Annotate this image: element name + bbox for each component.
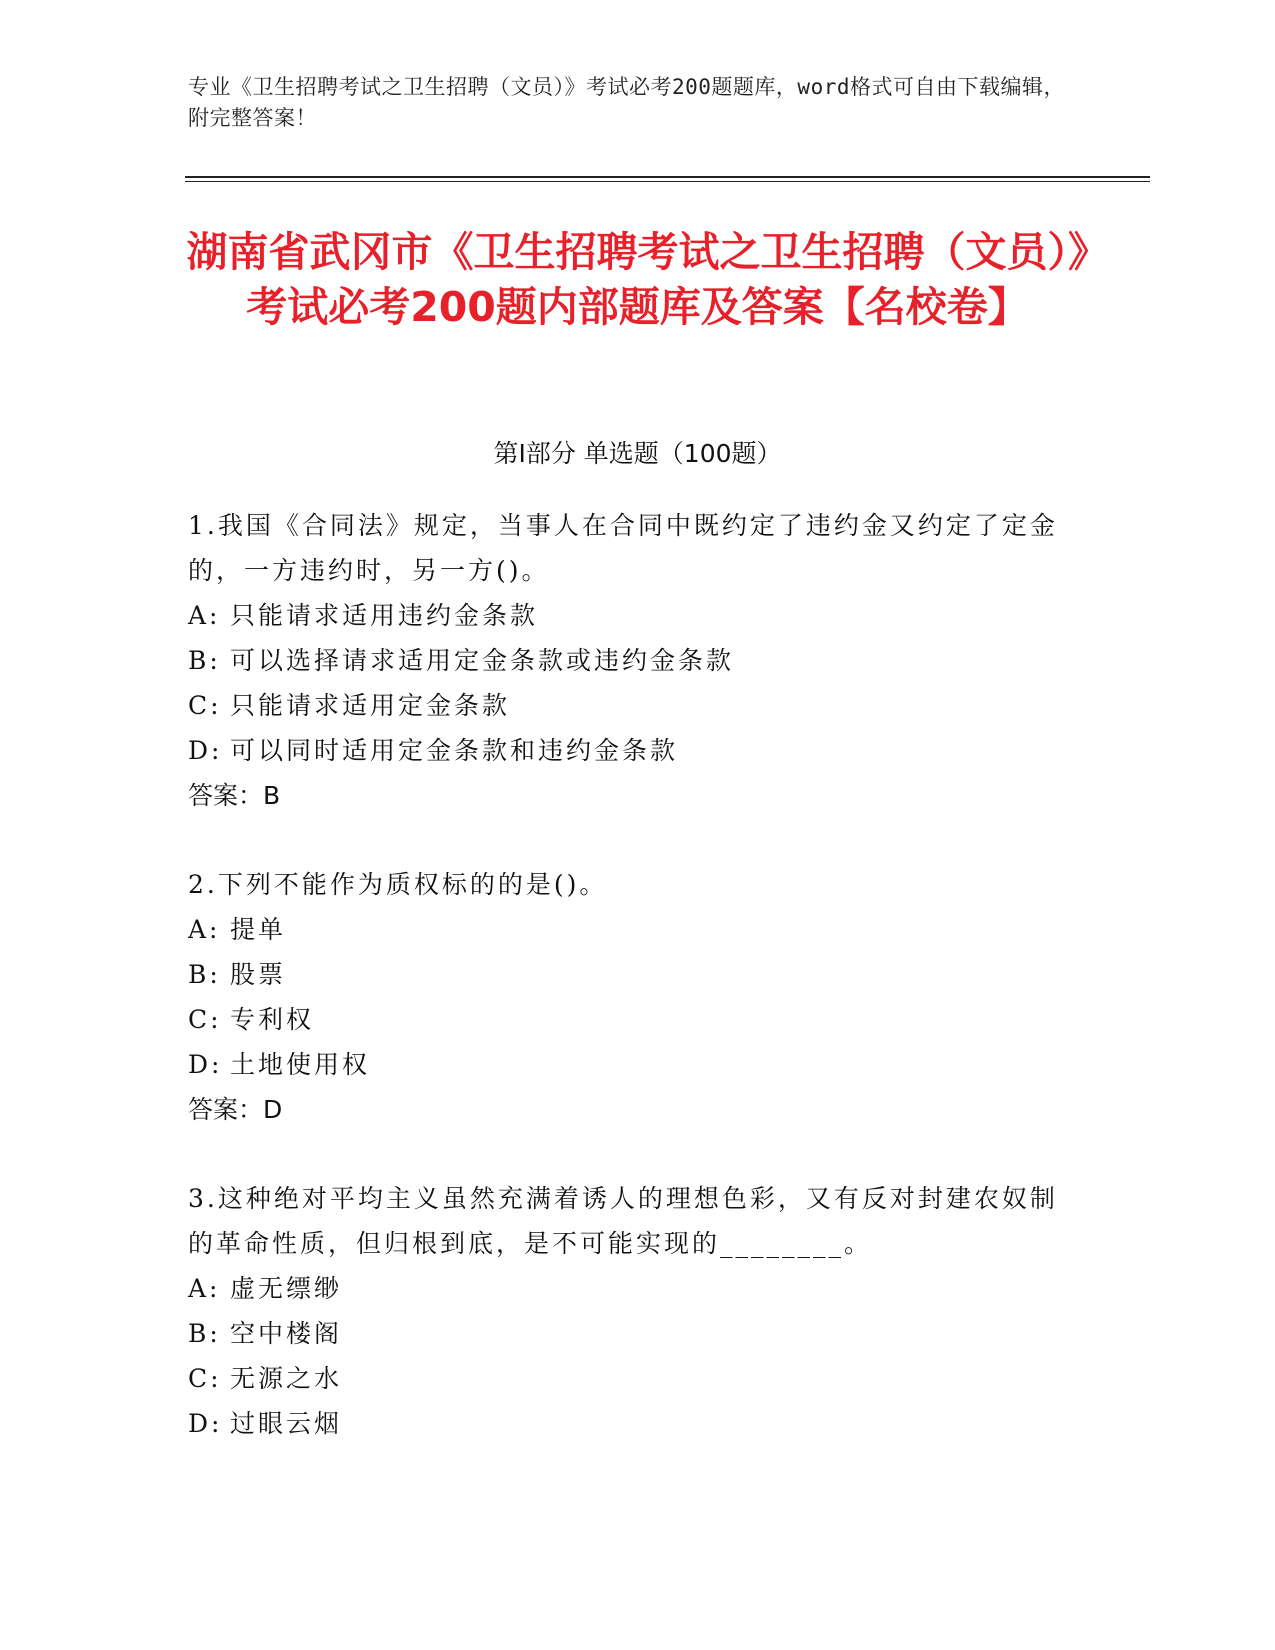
option-d (188, 1042, 1068, 1087)
option-text: 只能请求适用定金条款 (230, 691, 511, 720)
answer-line: 答案：B (188, 781, 281, 810)
question-stem: 1.我国《合同法》规定，当事人在合同中既约定了违约金又约定了定金的，一方违约时，另一方()。 (188, 511, 1058, 585)
option-key: B: (188, 1319, 221, 1348)
option-key: C: (188, 691, 222, 720)
option-text: 提单 (230, 915, 287, 944)
option-c (188, 997, 1068, 1042)
option-key: D: (188, 1050, 223, 1079)
option-b (188, 952, 1068, 997)
option-c (188, 1356, 1068, 1401)
option-b (188, 638, 1068, 683)
option-key: A: (188, 1274, 221, 1303)
option-text: 可以同时适用定金条款和违约金条款 (230, 736, 679, 765)
question-2 (188, 862, 1068, 1132)
option-c (188, 683, 1068, 728)
option-text: 可以选择请求适用定金条款或违约金条款 (230, 646, 735, 675)
option-key: C: (188, 1005, 222, 1034)
question-stem: 3.这种绝对平均主义虽然充满着诱人的理想色彩，又有反对封建农奴制的革命性质，但归根到底，是不可能实现的________。 (188, 1184, 1058, 1258)
option-key: D: (188, 736, 223, 765)
section-heading: 第I部分 单选题（100题） (493, 439, 782, 468)
option-text: 虚无缥缈 (230, 1274, 343, 1303)
option-key: A: (188, 601, 221, 630)
option-key: B: (188, 960, 221, 989)
option-text: 空中楼阁 (230, 1319, 343, 1348)
option-b (188, 1311, 1068, 1356)
option-key: D: (188, 1409, 223, 1438)
answer-line: 答案：D (188, 1095, 283, 1124)
option-text: 股票 (230, 960, 287, 989)
document-title: 湖南省武冈市《卫生招聘考试之卫生招聘（文员）》考试必考200题内部题库及答案【名校卷】 (186, 228, 1089, 331)
header-rule-thin (185, 181, 1150, 182)
option-text: 过眼云烟 (230, 1409, 343, 1438)
option-text: 专利权 (230, 1005, 315, 1034)
option-text: 无源之水 (230, 1364, 343, 1393)
option-text: 土地使用权 (230, 1050, 371, 1079)
header-rule-thick (185, 176, 1150, 178)
option-d (188, 1401, 1068, 1446)
option-d (188, 728, 1068, 773)
question-stem: 2.下列不能作为质权标的的是()。 (188, 870, 608, 899)
option-a (188, 593, 1068, 638)
question-1 (188, 503, 1068, 818)
option-key: A: (188, 915, 221, 944)
option-text: 只能请求适用违约金条款 (230, 601, 539, 630)
option-a (188, 1266, 1068, 1311)
header-note: 专业《卫生招聘考试之卫生招聘（文员）》考试必考200题题库，word格式可自由下载编辑，附完整答案！ (188, 75, 1065, 130)
option-key: C: (188, 1364, 222, 1393)
option-a (188, 907, 1068, 952)
option-key: B: (188, 646, 221, 675)
question-3 (188, 1176, 1068, 1446)
